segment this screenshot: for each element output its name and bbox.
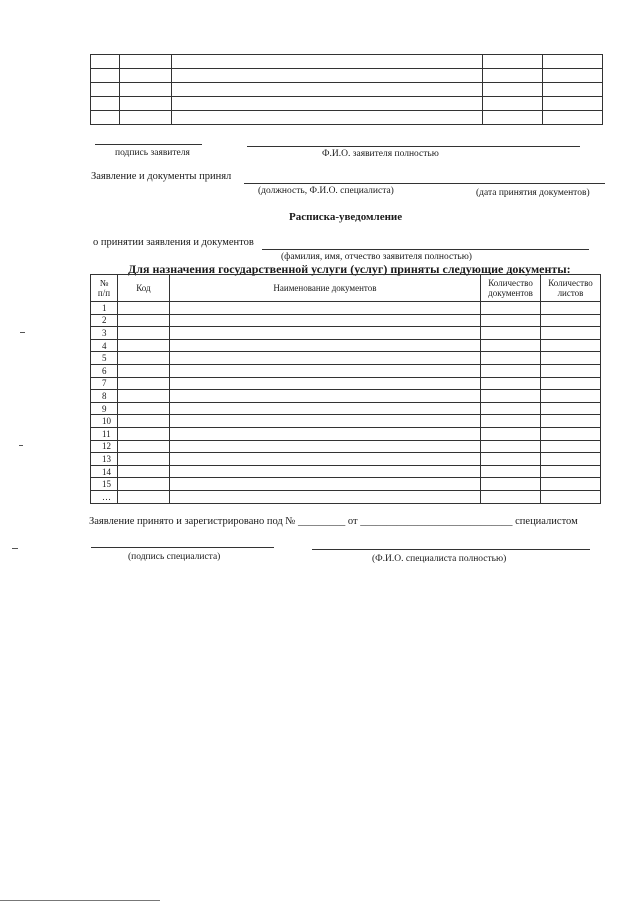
table-row: [91, 490, 601, 503]
table-row: [91, 453, 601, 466]
row-number: 11: [91, 427, 118, 440]
accepted-by-label: Заявление и документы принял: [91, 171, 232, 182]
registration-specialist-suffix: специалистом: [515, 516, 578, 527]
table-header-row: [91, 275, 601, 302]
specialist-signature-line: [91, 547, 274, 548]
applicant-signature-caption: подпись заявителя: [115, 148, 190, 158]
accepted-by-line: [244, 183, 605, 184]
row-number: 8: [91, 390, 118, 403]
row-number: 12: [91, 440, 118, 453]
row-number: 13: [91, 453, 118, 466]
table-row: [91, 83, 603, 97]
specialist-name-line: [312, 549, 590, 550]
applicant-fio-line: [262, 249, 589, 250]
table-row: [91, 478, 601, 491]
table-row: [91, 97, 603, 111]
table-row: [91, 415, 601, 428]
table-row: [91, 427, 601, 440]
registration-prefix: Заявление принято и зарегистрировано под №: [89, 516, 296, 527]
specialist-name-caption: (Ф.И.О. специалиста полностью): [372, 554, 507, 564]
table-row: [91, 364, 601, 377]
date-caption: (дата принятия документов): [476, 188, 590, 198]
row-number: 7: [91, 377, 118, 390]
table-row: [91, 327, 601, 340]
table-row: [91, 55, 603, 69]
registration-statement: [89, 517, 578, 528]
table-row: [91, 352, 601, 365]
column-header-doc-count: Количество документов: [481, 275, 541, 302]
table-row: [91, 69, 603, 83]
documents-heading: Для назначения государственной услуги (услуг) приняты следующие документы:: [128, 262, 571, 276]
column-header-code: Код: [117, 275, 169, 302]
bottom-edge-line: [0, 900, 160, 901]
table-row: [91, 377, 601, 390]
table-row: [91, 111, 603, 125]
row-number: 9: [91, 402, 118, 415]
table-row: [91, 465, 601, 478]
column-header-num: № п/п: [91, 275, 118, 302]
receipt-about-label: о принятии заявления и документов: [93, 237, 254, 248]
top-continuation-table: [90, 54, 603, 125]
registration-date-blank: _____________________________: [360, 516, 513, 527]
table-row: [91, 314, 601, 327]
row-number: 10: [91, 415, 118, 428]
row-number: 4: [91, 339, 118, 352]
row-number: 6: [91, 364, 118, 377]
row-number: …: [91, 490, 118, 503]
table-row: [91, 339, 601, 352]
row-number: 3: [91, 327, 118, 340]
applicant-name-caption: Ф.И.О. заявителя полностью: [322, 149, 439, 159]
documents-table: [90, 274, 601, 504]
registration-from-label: от: [347, 516, 358, 527]
receipt-title: Расписка-уведомление: [289, 211, 403, 223]
row-number: 15: [91, 478, 118, 491]
column-header-name: Наименование документов: [169, 275, 480, 302]
specialist-signature-caption: (подпись специалиста): [128, 552, 221, 562]
scan-mark: [12, 548, 18, 549]
table-row: [91, 402, 601, 415]
table-row: [91, 302, 601, 315]
applicant-fio-caption: (фамилия, имя, отчество заявителя полностью): [281, 252, 472, 262]
scan-mark: [20, 332, 25, 333]
row-number: 5: [91, 352, 118, 365]
row-number: 14: [91, 465, 118, 478]
table-row: [91, 390, 601, 403]
position-caption: (должность, Ф.И.О. специалиста): [258, 186, 394, 196]
scan-mark: [19, 445, 23, 446]
table-row: [91, 440, 601, 453]
row-number: 2: [91, 314, 118, 327]
applicant-signature-line: [95, 144, 202, 145]
row-number: 1: [91, 302, 118, 315]
registration-number-blank: _________: [298, 516, 346, 527]
applicant-name-line: [247, 146, 580, 147]
column-header-sheet-count: Количество листов: [541, 275, 601, 302]
